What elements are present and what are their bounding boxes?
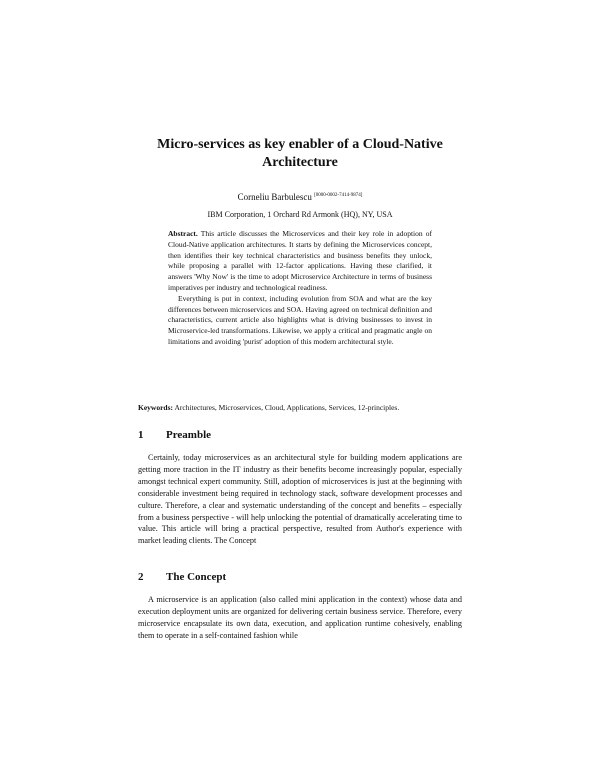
- paper-title: [0, 136, 600, 172]
- section-heading-concept: [138, 570, 226, 584]
- keywords-text: Architectures, Microservices, Cloud, Applications, Services, 12-principles.: [174, 403, 400, 412]
- title-line-1: Micro-services as key enabler of a Cloud-Native: [157, 137, 443, 152]
- keywords-label: Keywords:: [138, 403, 173, 412]
- keywords-line: [138, 403, 468, 413]
- author-line: [0, 190, 600, 203]
- abstract-paragraph-2: Everything is put in context, including evolution from SOA and what are the key differences between microservices and SOA. Having agreed on technical definition and characteristics, current article also highlights what is driving businesses to invest in Microservice-led transformations. Likewise, we apply a critical and pragmatic angle on limitations and avoiding 'purist' adoption of this modern architectural style.: [168, 293, 432, 346]
- abstract-block: [168, 229, 432, 348]
- section-heading-preamble: [138, 428, 211, 442]
- section-number: 2: [138, 571, 144, 583]
- affiliation: IBM Corporation, 1 Orchard Rd Armonk (HQ), NY, USA: [207, 210, 393, 219]
- abstract-text-1: This article discusses the Microservices and their key role in adoption of Cloud-Native application architectures. It starts by defining the Microservices concept, then identifies their key technical characteristics and business benefits they unlock, while proposing a parallel with 12-factor applications. Having these clarified, it answers 'Why Now' is the time to adopt Microservice Architecture in terms of business imperatives per industry and technological readiness.: [168, 229, 432, 292]
- abstract-paragraph-1: [168, 229, 432, 294]
- section-title: Preamble: [166, 429, 212, 441]
- title-line-2: Architecture: [262, 155, 338, 170]
- body-paragraph: A microservice is an application (also called mini application in the context) whose data and execution deployment units are organized for delivering certain business service. Therefore, every microservice encapsulate its own data, execution, and application runtime cohesively, enabling them to operate in a self-contained fashion while: [138, 595, 462, 640]
- abstract-label: Abstract.: [168, 229, 198, 238]
- author-orcid: [0000-0002-7414-9874]: [314, 193, 363, 198]
- section-title: The Concept: [166, 571, 227, 583]
- section-body-preamble: [138, 452, 462, 547]
- author-name: Corneliu Barbulescu: [237, 192, 312, 202]
- section-body-concept: [138, 594, 462, 642]
- section-number: 1: [138, 429, 144, 441]
- body-paragraph: Certainly, today microservices as an architectural style for building modern applications are getting more traction in the IT industry as their benefits become increasingly popular, especially amongst technical expert community. Still, adoption of microservices is just at the beginning with considerable investment being required in technology stack, software development processes and culture. Therefore, a clear and systematic understanding of the concept and benefits – especially from a business perspective - will help unlocking the potential of dramatically accelerating time to value. This article will bring a practical perspective, resulted from Author's experience with market leading clients. The Concept: [138, 453, 462, 546]
